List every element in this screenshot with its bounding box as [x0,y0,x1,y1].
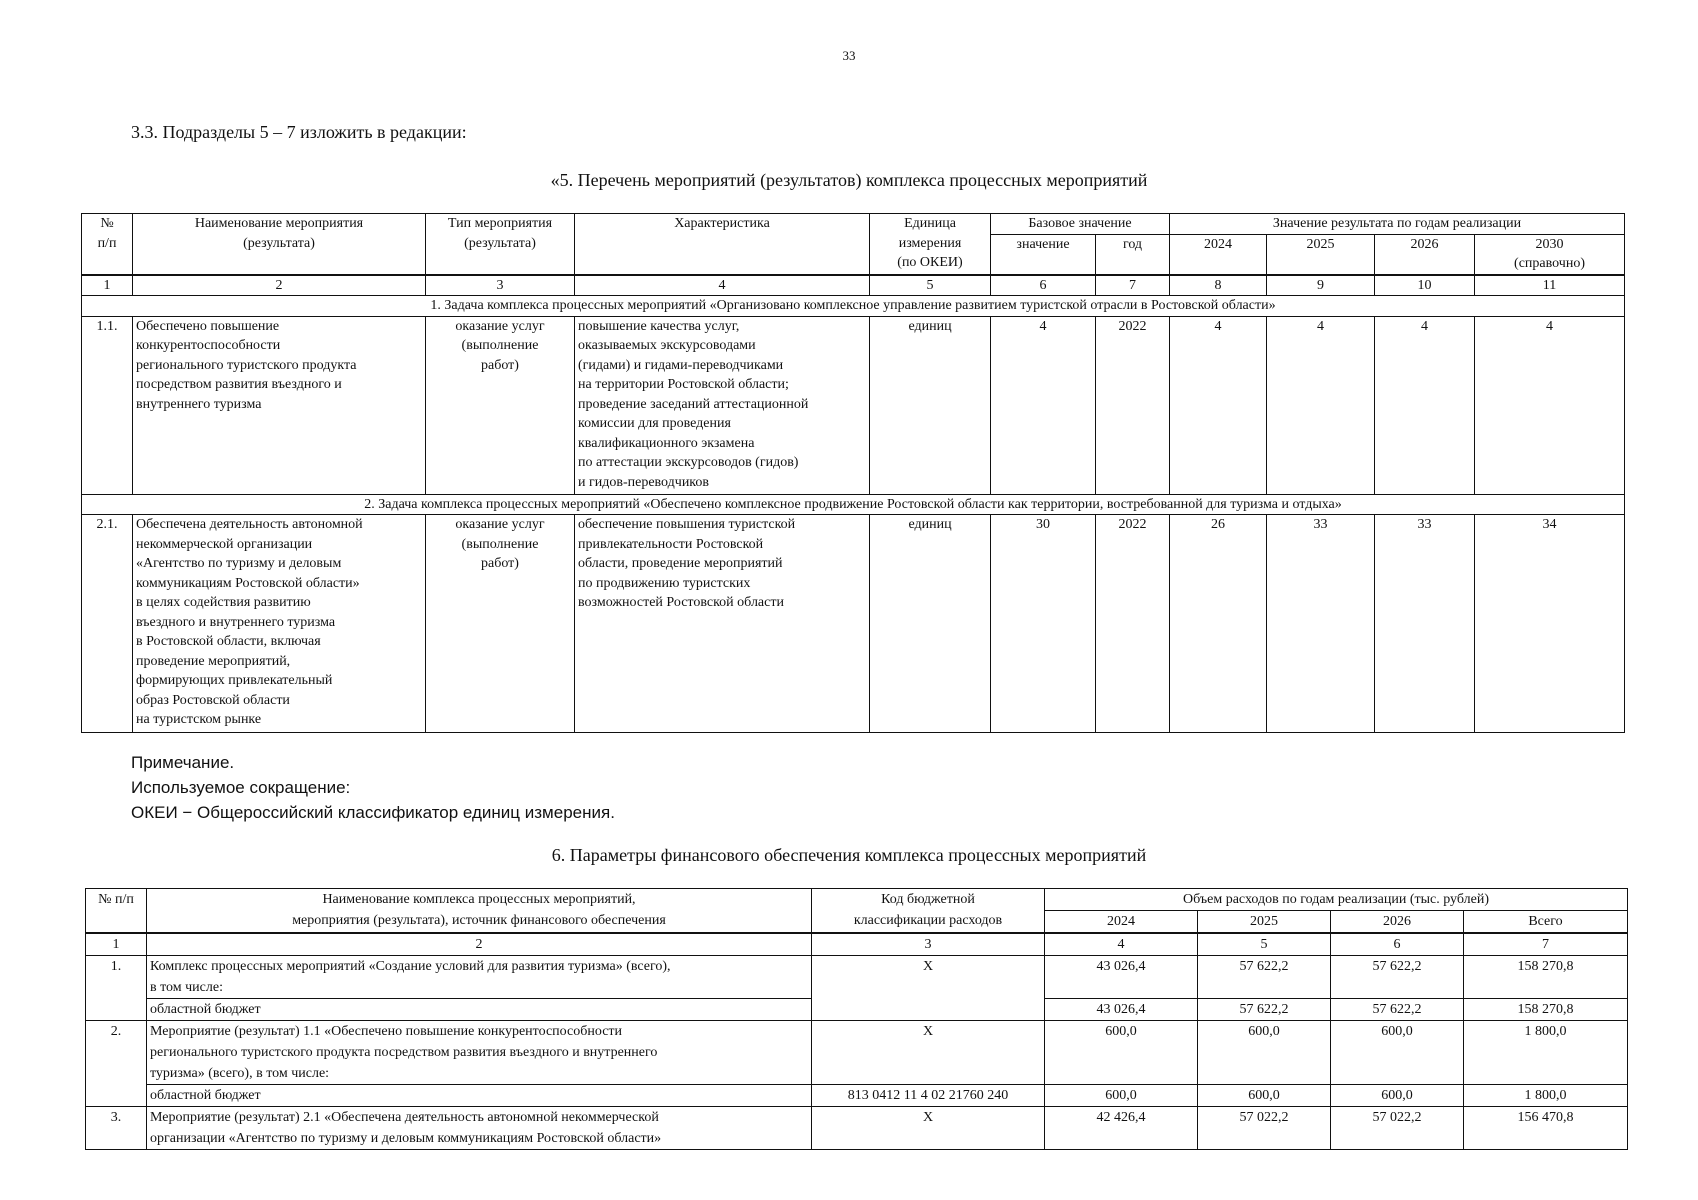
activities-table [81,213,1625,733]
col-number: 3 [426,275,575,296]
header-2025: 2025 [1267,234,1375,275]
header-base-value: значение [991,234,1096,275]
col-number: 5 [1198,933,1331,956]
row-base-value: 4 [991,316,1096,494]
row-value-2030: 34 [1475,515,1625,733]
row-total: 158 270,8 [1464,956,1628,999]
row-unit: единиц [870,316,991,494]
row-type: оказание услуг (выполнение работ) [426,316,575,494]
row-value-2025: 600,0 [1198,1085,1331,1107]
row-value-2026: 57 622,2 [1331,956,1464,999]
row-value-2024: 600,0 [1045,1085,1198,1107]
note-abbreviation-label: Используемое сокращение: [131,778,351,797]
row-value-2025: 57 022,2 [1198,1107,1331,1150]
row-name: Комплекс процессных мероприятий «Создание условий для развития туризма» (всего), в том числе: [147,956,812,999]
column-number-row [86,933,1628,956]
header-name: Наименование мероприятия (результата) [133,214,426,275]
table-row [86,1107,1628,1150]
row-value-2024: 42 426,4 [1045,1107,1198,1150]
table-row [82,316,1625,494]
row-value-2025: 33 [1267,515,1375,733]
row-code: X [812,1021,1045,1085]
instruction-text: 3.3. Подразделы 5 – 7 изложить в редакции: [131,122,467,142]
row-base-year: 2022 [1096,515,1170,733]
financing-table [85,888,1628,1150]
column-number-row [82,275,1625,296]
col-number: 6 [1331,933,1464,956]
row-num: 1.1. [82,316,133,494]
col-number: 7 [1464,933,1628,956]
header-unit: Единица измерения (по ОКЕИ) [870,214,991,275]
row-value-2025: 600,0 [1198,1021,1331,1085]
row-value-2025: 57 622,2 [1198,956,1331,999]
row-total: 1 800,0 [1464,1085,1628,1107]
col-number: 5 [870,275,991,296]
row-characteristic: обеспечение повышения туристской привлекательности Ростовской области, проведение мероприятий по продвижению туристских возможностей Ростовской области [575,515,870,733]
header-num: № п/п [86,889,147,934]
note-title: Примечание. [131,753,235,772]
row-num: 2. [86,1021,147,1107]
col-number: 1 [82,275,133,296]
header-2026: 2026 [1331,911,1464,934]
row-name: Мероприятие (результат) 1.1 «Обеспечено повышение конкурентоспособности регионального туристского продукта посредством развития въездного и внутреннего туризма» (всего), в том числе: [147,1021,812,1085]
row-value-2024: 4 [1170,316,1267,494]
col-number: 4 [575,275,870,296]
header-2026: 2026 [1375,234,1475,275]
header-base: Базовое значение [991,214,1170,235]
header-2025: 2025 [1198,911,1331,934]
row-value-2026: 33 [1375,515,1475,733]
note-abbreviation: ОКЕИ − Общероссийский классификатор единиц измерения. [131,803,615,822]
col-number: 1 [86,933,147,956]
row-value-2026: 57 022,2 [1331,1107,1464,1150]
row-total: 1 800,0 [1464,1021,1628,1085]
row-value-2024: 600,0 [1045,1021,1198,1085]
header-2024: 2024 [1170,234,1267,275]
col-number: 6 [991,275,1096,296]
row-total: 158 270,8 [1464,999,1628,1021]
header-characteristic: Характеристика [575,214,870,275]
row-value-2024: 26 [1170,515,1267,733]
table-row [86,1021,1628,1085]
row-value-2026: 57 622,2 [1331,999,1464,1021]
col-number: 11 [1475,275,1625,296]
header-row [82,214,1625,235]
row-code: 813 0412 11 4 02 21760 240 [812,1085,1045,1107]
table-row [82,515,1625,733]
header-code: Код бюджетной классификации расходов [812,889,1045,934]
note-block [131,750,615,825]
row-characteristic: повышение качества услуг, оказываемых экскурсоводами (гидами) и гидами-переводчиками на территории Ростовской области; проведение заседаний аттестационной комиссии для проведения квалификационного экзамена по аттестации экскурсоводов (гидов) и гидов-переводчиков [575,316,870,494]
header-2024: 2024 [1045,911,1198,934]
row-value-2030: 4 [1475,316,1625,494]
row-name: Обеспечена деятельность автономной некоммерческой организации «Агентство по туризму и деловым коммуникациям Ростовской области» в целях содействия развитию въездного и внутреннего туризма в Ростовской области, включая проведение мероприятий, формирующих привлекательный образ Ростовской области на туристском рынке [133,515,426,733]
section-6-title: 6. Параметры финансового обеспечения комплекса процессных мероприятий [551,845,1147,865]
table-row [86,1085,1628,1107]
page-number: 33 [842,48,856,63]
row-num: 3. [86,1107,147,1150]
row-total: 156 470,8 [1464,1107,1628,1150]
col-number: 9 [1267,275,1375,296]
row-type: оказание услуг (выполнение работ) [426,515,575,733]
row-num: 1. [86,956,147,1021]
row-name: Мероприятие (результат) 2.1 «Обеспечена деятельность автономной некоммерческой организации «Агентство по туризму и деловым коммуникациям Ростовской области» [147,1107,812,1150]
header-volume: Объем расходов по годам реализации (тыс. рублей) [1045,889,1628,911]
row-code: X [812,1107,1045,1150]
col-number: 3 [812,933,1045,956]
header-2030: 2030 (справочно) [1475,234,1625,275]
row-num: 2.1. [82,515,133,733]
row-code: X [812,956,1045,1021]
row-value-2026: 4 [1375,316,1475,494]
col-number: 10 [1375,275,1475,296]
header-base-year: год [1096,234,1170,275]
col-number: 2 [147,933,812,956]
row-value-2024: 43 026,4 [1045,999,1198,1021]
task-row [82,494,1625,515]
row-value-2026: 600,0 [1331,1085,1464,1107]
task-row [82,296,1625,317]
header-name: Наименование комплекса процессных мероприятий, мероприятия (результата), источник финансового обеспечения [147,889,812,934]
section-5-title: «5. Перечень мероприятий (результатов) комплекса процессных мероприятий [550,170,1148,190]
row-base-year: 2022 [1096,316,1170,494]
row-name: областной бюджет [147,1085,812,1107]
row-unit: единиц [870,515,991,733]
col-number: 2 [133,275,426,296]
header-result: Значение результата по годам реализации [1170,214,1625,235]
table-row [86,956,1628,999]
col-number: 7 [1096,275,1170,296]
row-value-2025: 4 [1267,316,1375,494]
task-1-heading: 1. Задача комплекса процессных мероприятий «Организовано комплексное управление развитием туристской отрасли в Ростовской области» [82,296,1625,317]
header-row [86,889,1628,911]
row-value-2024: 43 026,4 [1045,956,1198,999]
row-value-2025: 57 622,2 [1198,999,1331,1021]
header-type: Тип мероприятия (результата) [426,214,575,275]
row-value-2026: 600,0 [1331,1021,1464,1085]
col-number: 4 [1045,933,1198,956]
header-total: Всего [1464,911,1628,934]
col-number: 8 [1170,275,1267,296]
header-num: № п/п [82,214,133,275]
row-name: Обеспечено повышение конкурентоспособности регионального туристского продукта посредством развития въездного и внутреннего туризма [133,316,426,494]
row-base-value: 30 [991,515,1096,733]
row-name: областной бюджет [147,999,812,1021]
task-2-heading: 2. Задача комплекса процессных мероприятий «Обеспечено комплексное продвижение Ростовской области как территории, востребованной для туризма и отдыха» [82,494,1625,515]
